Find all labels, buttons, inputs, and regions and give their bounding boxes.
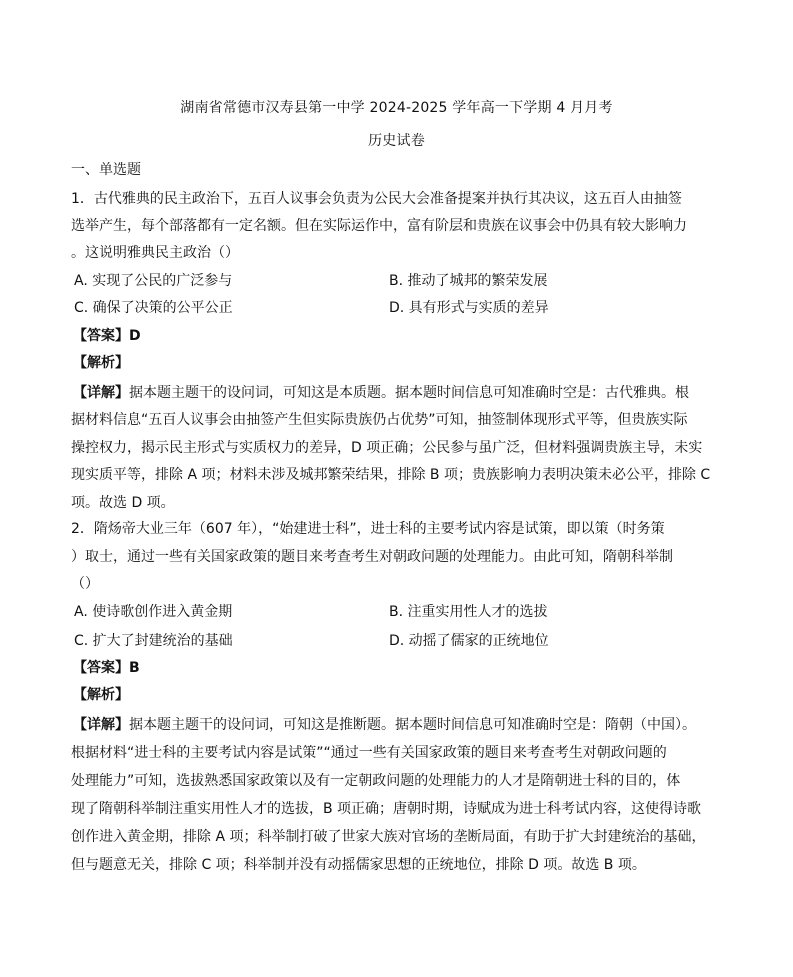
detail-label: 【详解】 <box>73 717 129 733</box>
question-1-line-1: 1．古代雅典的民主政治下，五百人议事会负责为公民大会准备提案并执行其决议，这五百人由抽签 <box>71 191 682 207</box>
question-1-line-2: 选举产生，每个部落都有一定名额。但在实际运作中，富有阶层和贵族在议事会中仍具有较大影响力 <box>71 218 687 234</box>
question-1-option-b: B. 推动了城邦的繁荣发展 <box>389 273 548 289</box>
question-1-number: 1． <box>71 191 94 207</box>
document-subtitle: 历史试卷 <box>368 133 425 149</box>
question-1-answer <box>73 327 141 345</box>
detail-label: 【详解】 <box>73 385 129 401</box>
question-2-detail-line-1: 【详解】据本题主题干的设问词，可知这是推断题。据本题时间信息可知准确时空是：隋朝（中国）。 <box>73 717 696 733</box>
question-2-option-b: B. 注重实用性人才的选拔 <box>389 604 548 620</box>
question-1-detail-line-4: 现实质平等，排除 A 项；材料未涉及城邦繁荣结果，排除 B 项；贵族影响力表明决策未必公平，排除 C <box>71 467 711 483</box>
question-1-option-d: D. 具有形式与实质的差异 <box>389 300 549 316</box>
question-2-detail-line-4: 现了隋朝科举制注重实用性人才的选拔，B 项正确；唐朝时期，诗赋成为进士科考试内容，这使得诗歌 <box>71 801 702 817</box>
question-2-line-3: （） <box>71 576 99 592</box>
question-2-line-1: 2．隋炀帝大业三年（607 年），“始建进士科”，进士科的主要考试内容是试策，即以策（时务策 <box>71 521 665 537</box>
question-2-detail-line-3: 处理能力”可知，选拔熟悉国家政策以及有一定朝政问题的处理能力的人才是隋朝进士科的目的，体 <box>71 773 681 789</box>
question-2-detail-line-2: 根据材料“进士科的主要考试内容是试策”“通过一些有关国家政策的题目来考查考生对朝政问题的 <box>71 745 667 761</box>
question-1-detail-line-2: 据材料信息“五百人议事会由抽签产生但实际贵族仍占优势”可知，抽签制体现形式平等，但贵族实际 <box>71 412 688 428</box>
question-1-analysis-label: 【解析】 <box>73 355 129 371</box>
section-heading: 一、单选题 <box>71 162 141 178</box>
question-1-detail-line-5: 项。故选 D 项。 <box>71 495 175 511</box>
question-1-detail-line-3: 操控权力，揭示民主形式与实质权力的差异，D 项正确；公民参与虽广泛，但材料强调贵族主导，未实 <box>71 440 703 456</box>
question-2-answer <box>73 659 140 677</box>
question-2-option-d: D. 动摇了儒家的正统地位 <box>389 633 549 649</box>
question-1-line-3: 。这说明雅典民主政治（） <box>71 245 239 261</box>
answer-label: 【答案】 <box>73 660 129 676</box>
question-2-detail-line-5: 创作进入黄金期，排除 A 项；科举制打破了世家大族对官场的垄断局面，有助于扩大封建统治的基础， <box>71 829 706 845</box>
question-1-option-c: C. 确保了决策的公平公正 <box>74 300 233 316</box>
document-title: 湖南省常德市汉寿县第一中学 2024-2025 学年高一下学期 4 月月考 <box>180 100 613 116</box>
answer-label: 【答案】 <box>73 328 129 344</box>
question-1-detail-line-1: 【详解】据本题主题干的设问词，可知这是本质题。据本题时间信息可知准确时空是：古代雅典。根 <box>73 385 689 401</box>
question-2-option-a: A. 使诗歌创作进入黄金期 <box>74 604 233 620</box>
question-2-line-2: ）取士，通过一些有关国家政策的题目来考查考生对朝政问题的处理能力。由此可知，隋朝科举制 <box>71 549 673 565</box>
answer-value: B <box>129 660 140 676</box>
question-2-detail-line-6: 但与题意无关，排除 C 项；科举制并没有动摇儒家思想的正统地位，排除 D 项。故选 B 项。 <box>71 857 646 873</box>
question-1-option-a: A. 实现了公民的广泛参与 <box>74 273 233 289</box>
question-2-analysis-label: 【解析】 <box>73 687 129 703</box>
question-2-option-c: C. 扩大了封建统治的基础 <box>74 633 233 649</box>
question-2-number: 2． <box>71 521 94 537</box>
answer-value: D <box>129 328 141 344</box>
